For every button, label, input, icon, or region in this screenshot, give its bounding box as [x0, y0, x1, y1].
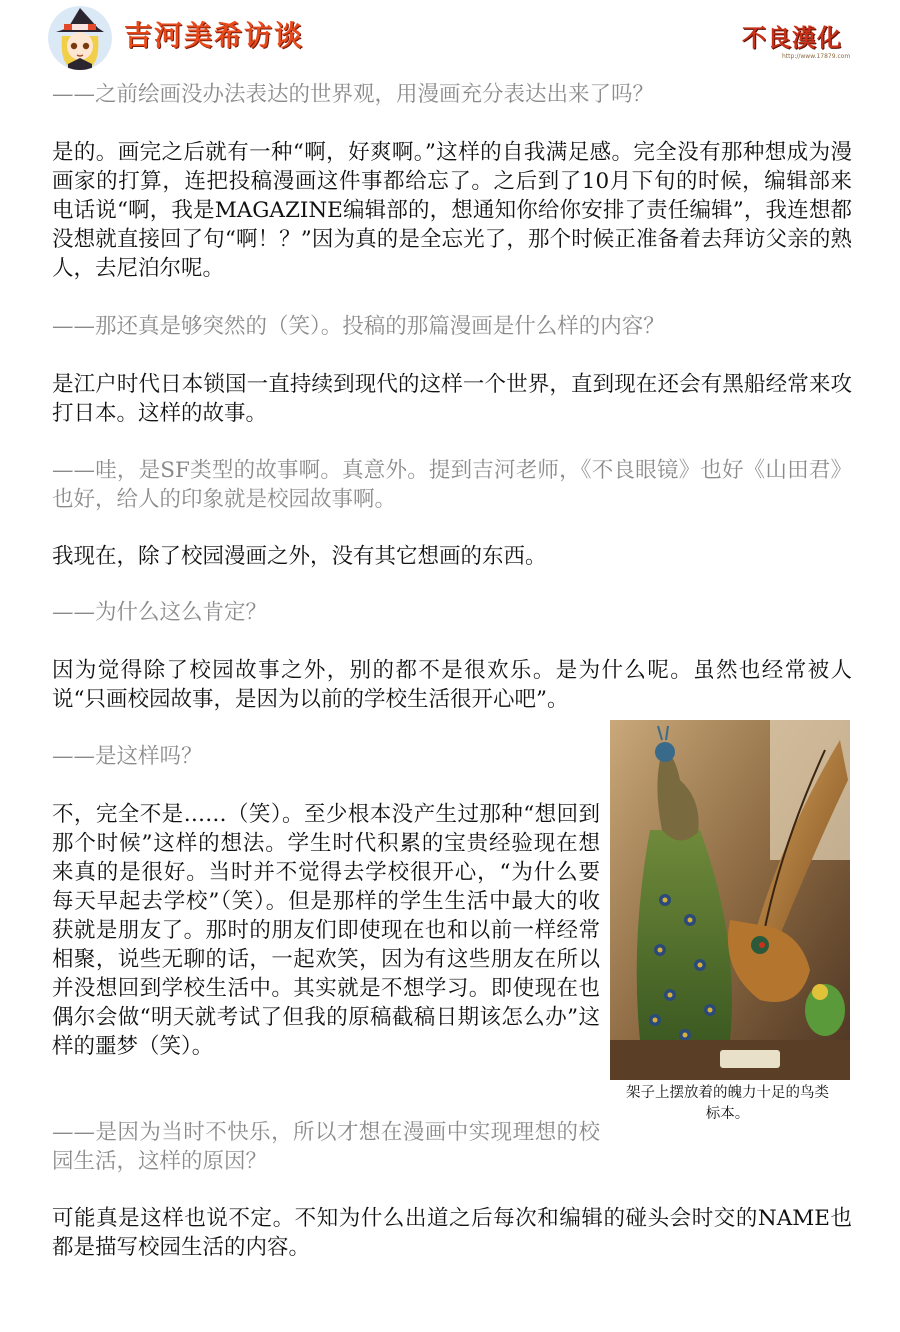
answer-paragraph: 不，完全不是……（笑）。至少根本没产生过那种“想回到那个时候”这样的想法。学生时代积累的宝贵经验现在想来真的是很好。当时并不觉得去学校很开心，“为什么要每天早起去学校”（笑）。但是那样的学生生活中最大的收获就是朋友了。那时的朋友们即使现在也和以前一样经常相聚，说些无聊的话，一起欢笑，因为有这些朋友在所以并没想回到学校生活中。其实就是不想学习。即使现在也偶尔会做“明天就考试了但我的原稿截稿日期该怎么办”这样的噩梦（笑）。 [52, 802, 600, 1059]
question-paragraph: ——那还真是够突然的（笑）。投稿的那篇漫画是什么样的内容？ [52, 314, 665, 339]
answer-paragraph: 是江户时代日本锁国一直持续到现代的这样一个世界，直到现在还会有黑船经常来攻打日本。这样的故事。 [52, 372, 852, 426]
site-title: 吉河美希访谈 [124, 19, 305, 52]
question-paragraph: ——之前绘画没办法表达的世界观，用漫画充分表达出来了吗？ [52, 82, 655, 107]
group-logo [742, 18, 852, 58]
page-header [0, 0, 900, 70]
answer-paragraph: 因为觉得除了校园故事之外，别的都不是很欢乐。是为什么呢。虽然也经常被人说“只画校园故事，是因为以前的学校生活很开心吧”。 [52, 658, 852, 712]
question-paragraph: ——是这样吗？ [52, 744, 203, 769]
question-paragraph: ——为什么这么肯定？ [52, 600, 268, 625]
bird-specimen-photo [610, 720, 850, 1080]
group-logo-text: 不良漢化 [742, 23, 842, 52]
question-paragraph: ——哇，是SF类型的故事啊。真意外。提到吉河老师，《不良眼镜》也好《山田君》也好，给人的印象就是校园故事啊。 [52, 458, 852, 512]
group-logo-url: http://www.17879.com [782, 53, 851, 60]
witch-avatar-icon [48, 6, 112, 70]
answer-paragraph: 是的。画完之后就有一种“啊，好爽啊。”这样的自我满足感。完全没有那种想成为漫画家的打算，连把投稿漫画这件事都给忘了。之后到了10月下旬的时候，编辑部来电话说“啊，我是MAGAZINE编辑部的，想通知你给你安排了责任编辑”，我连想都没想就直接回了句“啊！？”因为真的是全忘光了，那个时候正准备着去拜访父亲的熟人，去尼泊尔呢。 [52, 140, 852, 281]
answer-paragraph: 可能真是这样也说不定。不知为什么出道之后每次和编辑的碰头会时交的NAME也都是描写校园生活的内容。 [52, 1206, 852, 1260]
question-paragraph: ——是因为当时不快乐，所以才想在漫画中实现理想的校园生活，这样的原因？ [52, 1120, 600, 1174]
photo-caption: 架子上摆放着的魄力十足的鸟类标本。 [626, 1085, 829, 1122]
answer-paragraph: 我现在，除了校园漫画之外，没有其它想画的东西。 [52, 544, 547, 569]
